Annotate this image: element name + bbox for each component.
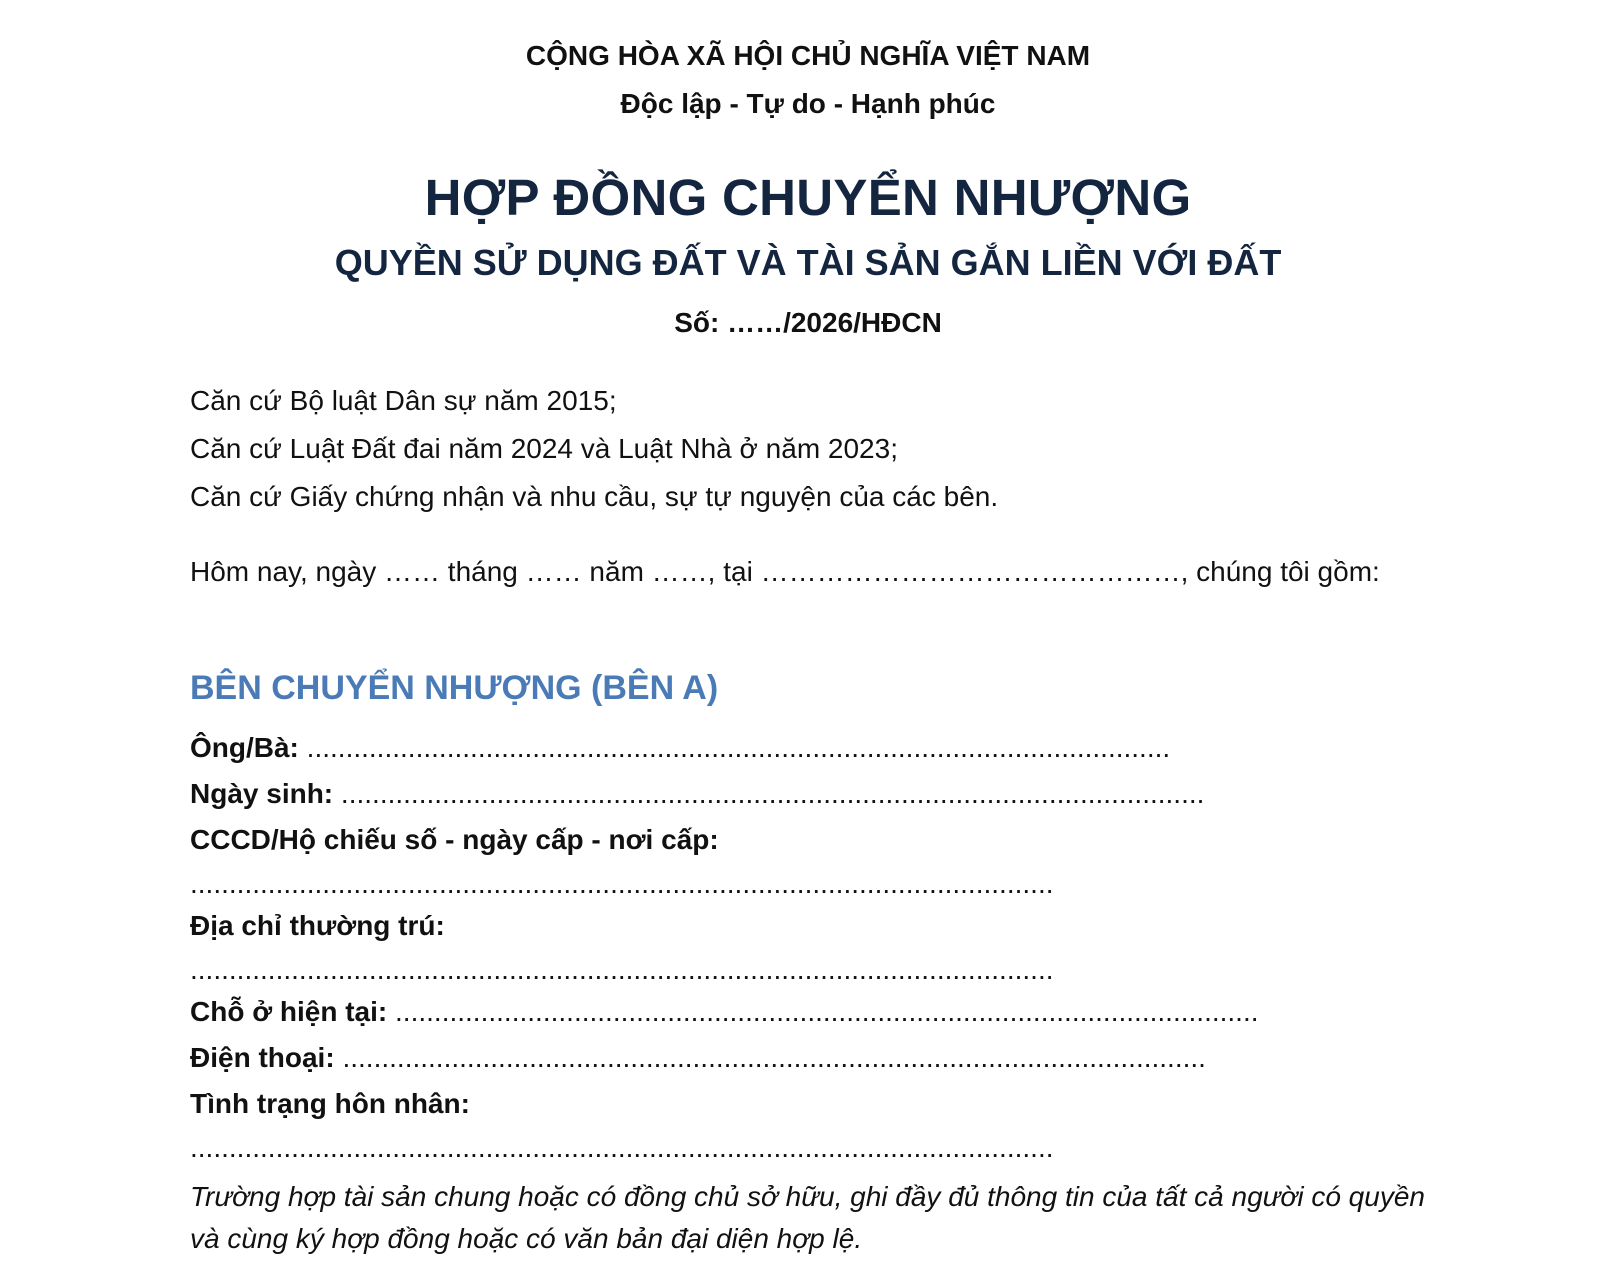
document-title: HỢP ĐỒNG CHUYỂN NHƯỢNG [424, 169, 1192, 226]
legal-basis-line: Căn cứ Bộ luật Dân sự năm 2015; [190, 385, 617, 416]
field-current-residence [190, 992, 1259, 1032]
national-motto: Độc lập - Tự do - Hạnh phúc [620, 88, 996, 119]
legal-basis-line: Căn cứ Giấy chứng nhận và nhu cầu, sự tự nguyện của các bên. [190, 481, 999, 512]
field-marital-line [190, 1128, 1054, 1168]
field-phone-label: Điện thoại: [190, 1042, 335, 1073]
field-phone-value: ............................................................................................................... [342, 1042, 1206, 1073]
field-name [190, 728, 1170, 768]
legal-basis-line: Căn cứ Luật Đất đai năm 2024 và Luật Nhà ở năm 2023; [190, 433, 898, 464]
field-current-value: ............................................................................................................... [395, 996, 1259, 1027]
document-number: Số: ……/2026/HĐCN [674, 307, 942, 338]
party-a-heading: BÊN CHUYỂN NHƯỢNG (BÊN A) [190, 669, 719, 707]
party-a-note: Trường hợp tài sản chung hoặc có đồng chủ sở hữu, ghi đầy đủ thông tin của tất cả người có quyền và cùng ký hợp đồng hoặc có văn bản đại diện hợp lệ. [190, 1181, 1425, 1254]
field-address-label: Địa chỉ thường trú: [190, 910, 445, 941]
field-id-line [190, 864, 1054, 904]
field-name-value: ............................................................................................................... [306, 732, 1171, 763]
national-header: CỘNG HÒA XÃ HỘI CHỦ NGHĨA VIỆT NAM [525, 40, 1091, 71]
document-subtitle: QUYỀN SỬ DỤNG ĐẤT VÀ TÀI SẢN GẮN LIỀN VỚI ĐẤT [334, 242, 1282, 283]
field-id [190, 820, 719, 860]
field-id-label: CCCD/Hộ chiếu số - ngày cấp - nơi cấp: [190, 824, 719, 855]
field-dob [190, 774, 1204, 814]
field-marital-status [190, 1084, 470, 1124]
intro-paragraph: Hôm nay, ngày …… tháng …… năm ……, tại ………………………………………, chúng tôi gồm: [190, 556, 1380, 587]
field-name-label: Ông/Bà: [190, 732, 299, 763]
field-marital-label: Tình trạng hôn nhân: [190, 1088, 470, 1119]
field-marital-value: ............................................................................................................... [190, 1132, 1054, 1163]
field-phone [190, 1038, 1206, 1078]
legal-basis [190, 380, 1440, 524]
field-id-value: ............................................................................................................... [190, 868, 1054, 899]
field-dob-label: Ngày sinh: [190, 778, 334, 809]
field-current-label: Chỗ ở hiện tại: [190, 996, 388, 1027]
field-address-line [190, 950, 1054, 990]
field-address [190, 906, 445, 946]
field-dob-value: ............................................................................................................... [340, 778, 1205, 809]
field-address-value: ............................................................................................................... [190, 954, 1054, 985]
